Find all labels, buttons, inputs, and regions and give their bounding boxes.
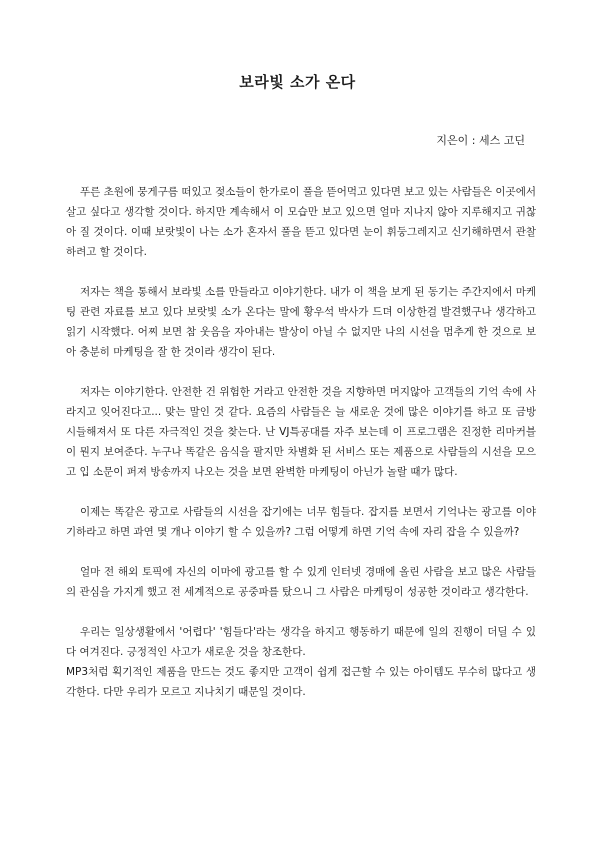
paragraph-1: 푸른 초원에 뭉게구름 떠있고 젖소들이 한가로이 풀을 뜯어먹고 있다면 보고 있는 사람들은 이곳에서 살고 싶다고 생각할 것이다. 하지만 계속해서 이 모습만 보고 있으면 얼마 지나지 않아 지루해지고 귀찮아 질 것이다. 이때 보랏빛이 나는 소가 혼자서 풀을 뜯고 있다면 눈이 휘둥그레지고 신기해하면서 관찰하려고 할 것이다. bbox=[66, 186, 536, 258]
paragraph-7: MP3처럼 획기적인 제품을 만드는 것도 좋지만 고객이 쉽게 접근할 수 있는 아이템도 무수히 많다고 생각한다. 다만 우리가 모르고 지나치기 때문일 것이다. bbox=[66, 666, 536, 698]
paragraph-2: 저자는 책을 통해서 보라빛 소를 만들라고 이야기한다. 내가 이 책을 보게 된 동기는 주간지에서 마케팅 관련 자료를 보고 있다 보랏빛 소가 온다는 말에 황우석 박사가 드뎌 이상한걸 발견했구나 생각하고 읽기 시작했다. 어찌 보면 참 웃음을 자아내는 발상이 아닐 수 없지만 나의 시선을 멈추게 한 것으로 보아 충분히 마케팅을 잘 한 것이라 생각이 된다. bbox=[66, 286, 536, 358]
author-line: 지은이 : 세스 고딘 bbox=[436, 134, 525, 147]
paragraph-6: 우리는 일상생활에서 '어렵다' '힘들다'라는 생각을 하지고 행동하기 때문에 일의 진행이 더딜 수 있다 여겨진다. 긍정적인 사고가 새로운 것을 창조한다. bbox=[66, 626, 536, 658]
paragraph-5: 얼마 전 해외 토픽에 자신의 이마에 광고를 할 수 있게 인터넷 경매에 올린 사람을 보고 많은 사람들의 관심을 가지게 했고 전 세계적으로 공중파를 탔으니 그 사람은 마케팅이 성공한 것이라고 생각한다. bbox=[66, 566, 536, 598]
paragraph-3: 저자는 이야기한다. 안전한 건 위험한 거라고 안전한 것을 지향하면 머지않아 고객들의 기억 속에 사라지고 잊어진다고... 맞는 말인 것 같다. 요즘의 사람들은 늘 새로운 것에 많은 이야기를 하고 또 금방 시들해져서 또 다른 자극적인 것을 찾는다. 난 VJ특공대를 자주 보는데 이 프로그램은 진정한 리마커블이 뭔지 보여준다. 누구나 똑같은 음식을 팔지만 차별화 된 서비스 또는 제품으로 사람들의 시선을 모으고 입 소문이 퍼져 방송까지 나오는 것을 보면 완벽한 마케팅이 아닌가 놀랄 때가 많다. bbox=[66, 386, 536, 478]
document-body bbox=[66, 182, 536, 702]
document-title: 보라빛 소가 온다 bbox=[239, 73, 356, 91]
paragraph-4: 이제는 똑같은 광고로 사람들의 시선을 잡기에는 너무 힘들다. 잡지를 보면서 기억나는 광고를 이야기하라고 하면 과연 몇 개나 이야기 할 수 있을까? 그럼 어떻게 하면 기억 속에 자리 잡을 수 있을까? bbox=[66, 506, 536, 538]
